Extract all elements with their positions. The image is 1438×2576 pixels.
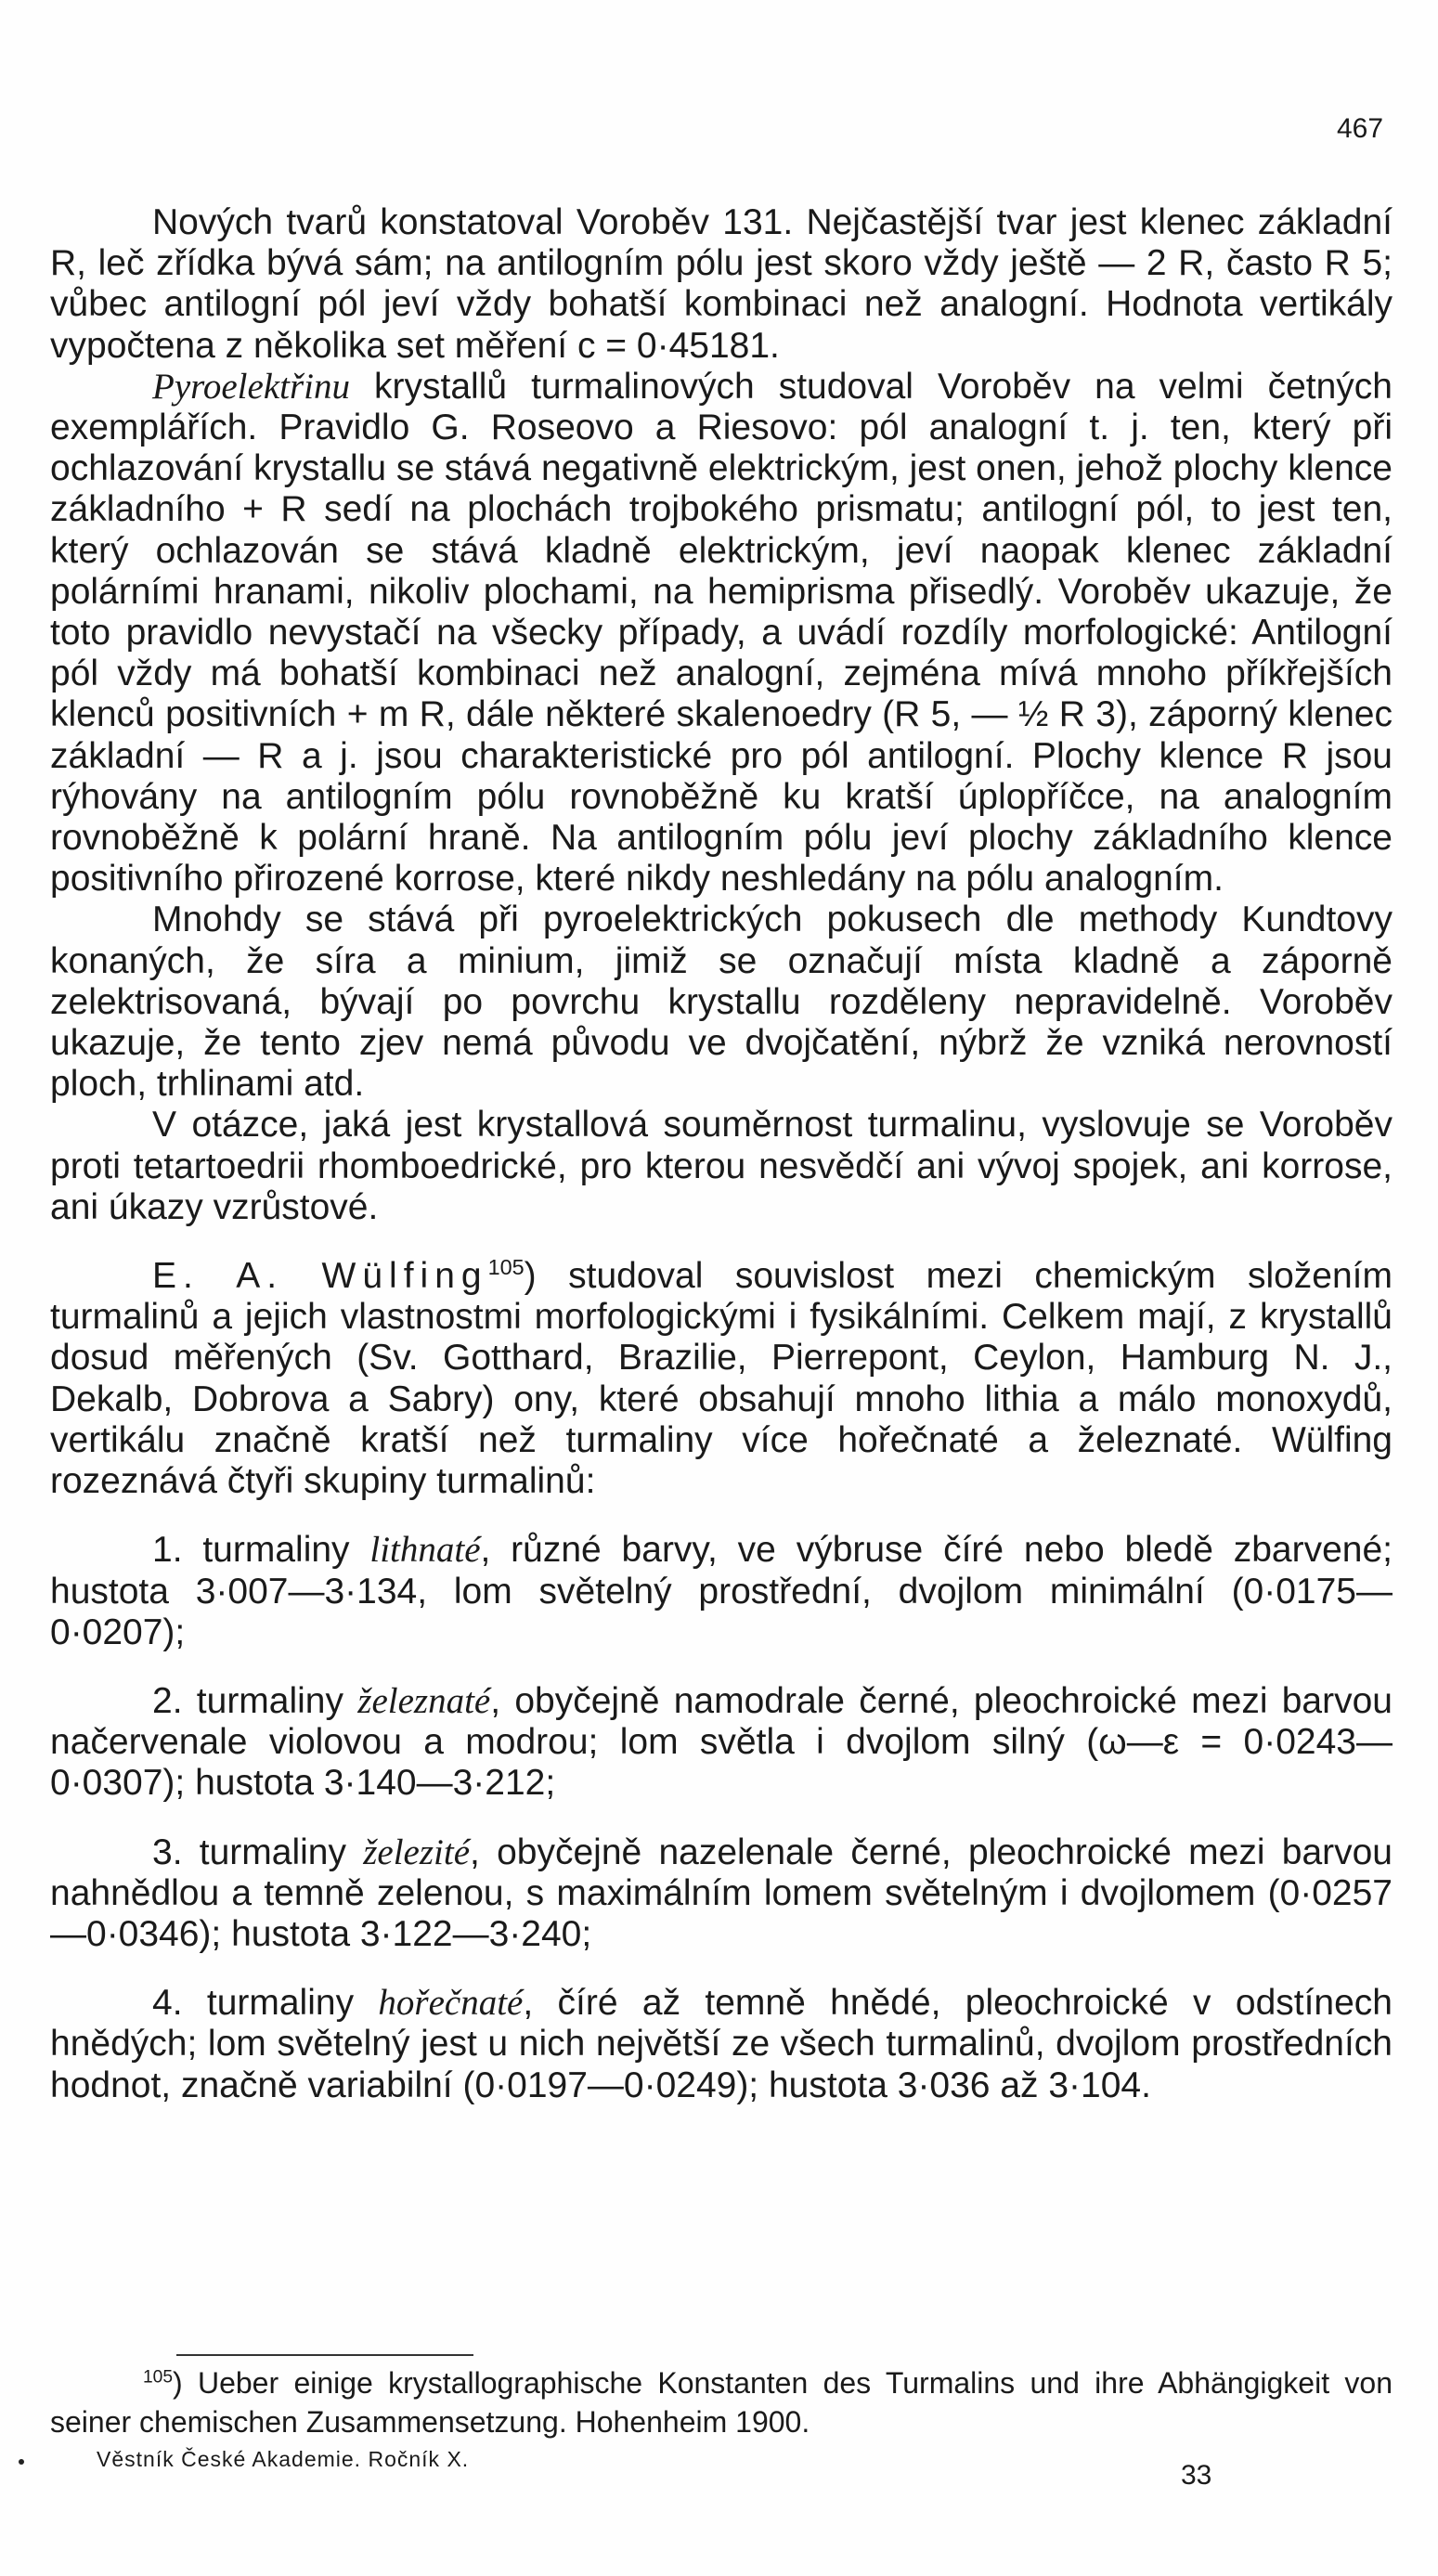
footnote-text: ) Ueber einige krystallographische Konstanten des Turmalins und ihre Abhängigkeit von seiner chemischen Zusammensetzung. Hohenheim 1900. [50,2366,1393,2439]
item-number: 4. turmaliny [152,1983,379,2024]
term-pyroelectricity: Pyroelektřinu [152,366,350,407]
item-text: , různé barvy, ve výbruse číré nebo bledě zbarvené; hustota 3·007—3·134, lom světelný prostřední, dvojlom minimální (0·0175—0·0207); [50,1530,1393,1652]
journal-name: Věstník České Akademie. Ročník X. [97,2447,470,2471]
sheet-number: 33 [1181,2460,1212,2491]
group-name: železnaté [357,1680,491,1721]
footnote-divider [176,2354,473,2356]
group-name: železité [363,1832,471,1872]
paragraph-text: ) studoval souvislost mezi chemickým složením turmalinů a jejich vlastnostmi morfologickými i fysikálními. Celkem mají, z krystallů dosud měřených (Sv. Gotthard, Brazilie, Pierrepont, Ceylon, Hamburg N. J., Dekalb, Dobrova a Sabry) ony, které obsahují mnoho lithia a málo monoxydů, vertikálu značně kratší než turmaliny více hořečnaté a železnaté. Wülfing rozeznává čtyři skupiny turmalinů: [50,1256,1393,1502]
paragraph-kundt-method: Mnohdy se stává při pyroelektrických pokusech dle methody Kundtovy konaných, že síra a minium, jimiž se označují místa kladně a záporně zelektrisovaná, bývají po povrchu krystallu rozděleny nepravidelně. Voroběv ukazuje, že tento zjev nemá původu ve dvojčatění, nýbrž že vzniká nerovností ploch, trhlinami atd. [50,900,1393,1105]
footnote-ref: 105 [487,1255,525,1280]
paragraph-symmetry: V otázce, jaká jest krystallová souměrnost turmalinu, vyslovuje se Voroběv proti tetartoedrii rhomboedrické, pro kterou nesvědčí ani vývoj spojek, ani korrose, ani úkazy vzrůstové. [50,1105,1393,1227]
footnote [50,2363,1393,2441]
group-item-1 [50,1530,1393,1653]
item-number: 1. turmaliny [152,1530,370,1571]
group-item-3 [50,1832,1393,1956]
main-text [50,202,1393,2106]
page-number: 467 [1337,113,1384,144]
item-text: , obyčejně namodrale černé, pleochroické mezi barvou načervenale violovou a modrou; lom světla i dvojlom silný (ω—ε = 0·0243—0·0307); hustota 3·140—3·212; [50,1680,1393,1804]
paragraph-pyroelectricity [50,367,1393,900]
footnote-marker: 105 [143,2367,174,2388]
item-number: 2. turmaliny [152,1680,358,1721]
group-name: lithnaté [369,1530,481,1571]
author-name: E. A. Wülfing [152,1256,488,1297]
group-item-4 [50,1983,1393,2106]
item-text: , číré až temně hnědé, pleochroické v odstínech hnědých; lom světelný jest u nich největší ze všech turmalinů, dvojlom prostředních hodnot, značně variabilní (0·0197—0·0249); hustota 3·036 až 3·104. [50,1983,1393,2105]
paragraph-text: krystallů turmalinových studoval Voroběv na velmi četných exemplářích. Pravidlo G. Roseovo a Riesovo: pól analogní t. j. ten, který při ochlazování krystallu se stává negativně elektrickým, jest onen, jehož plochy klence základního + R sedí na plochách trojbokého prismatu; antilogní pól, to jest ten, který ochlazován se stává kladně elektrickým, jeví naopak klenec základní polárními hranami, nikoliv plochami, na hemiprisma přisedlý. Voroběv ukazuje, že toto pravidlo nevystačí na všecky případy, a uvádí rozdíly morfologické: Antilogní pól vždy má bohatší kombinaci než analogní, zejména mívá mnoho příkřejších klenců positivních + m R, dále některé skalenoedry (R 5, — ½ R 3), záporný klenec základní — R a j. jsou charakteristické pro pól antilogní. Plochy klence R jsou rýhovány na antilogním pólu rovnoběžně ku kratší úplopříčce, na analogním rovnoběžně k polární hraně. Na antilogním pólu jeví plochy základního klence positivního přirozené korrose, které nikdy neshledány na pólu analogním. [50,366,1393,900]
group-item-2 [50,1681,1393,1805]
paragraph-wulfing [50,1256,1393,1502]
item-number: 3. turmaliny [152,1832,364,1872]
group-name: hořečnaté [378,1983,524,2024]
margin-dot [19,2459,24,2465]
paragraph-voroběv-forms: Nových tvarů konstatoval Voroběv 131. Nejčastější tvar jest klenec základní R, leč zřídka bývá sám; na antilogním pólu jest skoro vždy ještě — 2 R, často R 5; vůbec antilogní pól jeví vždy bohatší kombinaci než analogní. Hodnota vertikály vypočtena z několika set měření c = 0·45181. [50,202,1393,366]
item-text: , obyčejně nazelenale černé, pleochroické mezi barvou nahnědlou a temně zelenou, s maximálním lomem světelným i dvojlomem (0·0257—0·0346); hustota 3·122—3·240; [50,1832,1393,1954]
